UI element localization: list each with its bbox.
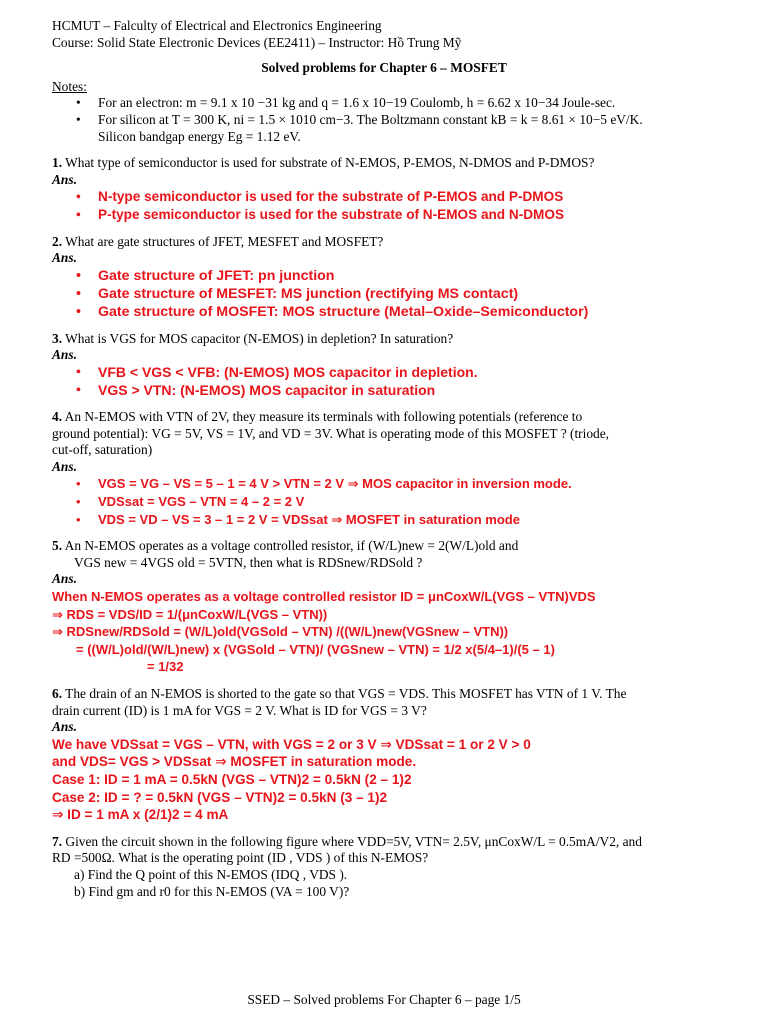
answer-item: • Gate structure of JFET: pn junction	[52, 267, 716, 285]
answer-item: • VGS > VTN: (N-EMOS) MOS capacitor in saturation	[52, 382, 716, 400]
question-text: cut-off, saturation)	[52, 442, 153, 458]
answer-item: • VDSsat = VGS – VTN = 4 – 2 = 2 V	[52, 493, 716, 511]
answer-label: Ans.	[52, 458, 77, 474]
answer-label: Ans.	[52, 719, 77, 735]
header-line-2: Course: Solid State Electronic Devices (EE2411) – Instructor: Hồ Trung Mỹ	[52, 34, 462, 50]
question-4	[52, 409, 716, 459]
answer-block-5	[52, 588, 716, 676]
question-text: The drain of an N-EMOS is shorted to the gate so that VGS = VDS. This MOSFET has VTN of 1 V. The	[65, 686, 627, 701]
answer-item: • N-type semiconductor is used for the substrate of P-EMOS and P-DMOS	[52, 188, 716, 206]
answer-label: Ans.	[52, 171, 77, 187]
answer-list-3	[52, 364, 716, 399]
note-item-electron: • For an electron: m = 9.1 x 10 −31 kg and q = 1.6 x 10−19 Coulomb, h = 6.62 x 10−34 Joule-sec.	[52, 95, 716, 112]
answer-item: • VDS = VD – VS = 3 – 1 = 2 V = VDSsat ⇒ MOSFET in saturation mode	[52, 511, 716, 529]
answer-list-4	[52, 475, 716, 528]
note-item-bandgap: Silicon bandgap energy Eg = 1.12 eV.	[98, 128, 301, 144]
question-text: Given the circuit shown in the following figure where VDD=5V, VTN= 2.5V, μnCoxW/L = 0.5mA/V2, and	[65, 833, 642, 849]
page-title: Solved problems for Chapter 6 – MOSFET	[261, 60, 507, 76]
answer-line: = 1/32	[147, 659, 184, 675]
answer-list-1	[52, 188, 716, 223]
question-5	[52, 538, 716, 571]
answer-line: Case 2: ID = ? = 0.5kN (VGS – VTN)2 = 0.5kN (3 – 1)2	[52, 789, 388, 805]
question-7	[52, 834, 716, 900]
answer-item: • VFB < VGS < VFB: (N-EMOS) MOS capacitor in depletion.	[52, 364, 716, 382]
answer-line: Case 1: ID = 1 mA = 0.5kN (VGS – VTN)2 = 0.5kN (2 – 1)2	[52, 771, 412, 787]
notes-label: Notes:	[52, 78, 87, 94]
question-number: 1.	[52, 155, 63, 171]
answer-line: When N-EMOS operates as a voltage controlled resistor ID = μnCoxW/L(VGS – VTN)VDS	[52, 589, 596, 605]
question-number: 3.	[52, 330, 63, 346]
answer-item: • Gate structure of MESFET: MS junction (rectifying MS contact)	[52, 285, 716, 303]
question-6	[52, 686, 716, 719]
answer-line: ⇒ RDSnew/RDSold = (W/L)old(VGSold – VTN) /((W/L)new(VGSnew – VTN))	[52, 624, 509, 640]
question-text: ground potential): VG = 5V, VS = 1V, and VD = 3V. What is operating mode of this MOSFET ? (triode,	[52, 425, 610, 441]
answer-line: and VDS= VGS > VDSsat ⇒ MOSFET in saturation mode.	[52, 754, 417, 770]
answer-item: • Gate structure of MOSFET: MOS structure (Metal–Oxide–Semiconductor)	[52, 303, 716, 321]
answer-label: Ans.	[52, 571, 77, 587]
page-footer: SSED – Solved problems For Chapter 6 – page 1/5	[247, 992, 521, 1007]
notes-list	[52, 95, 716, 145]
answer-label: Ans.	[52, 347, 77, 363]
answer-line: ⇒ RDS = VDS/ID = 1/(μnCoxW/L(VGS – VTN))	[52, 606, 328, 622]
question-1	[52, 155, 716, 172]
question-number: 5.	[52, 538, 63, 554]
question-3	[52, 331, 716, 348]
answer-block-6	[52, 736, 716, 824]
answer-item: • P-type semiconductor is used for the substrate of N-EMOS and N-DMOS	[52, 206, 716, 224]
question-number: 7.	[52, 833, 63, 849]
question-number: 6.	[52, 686, 63, 701]
question-number: 2.	[52, 233, 63, 249]
question-text: What type of semiconductor is used for substrate of N-EMOS, P-EMOS, N-DMOS and P-DMOS?	[65, 155, 595, 171]
answer-line: = ((W/L)old/(W/L)new) x (VGSold – VTN)/ (VGSnew – VTN) = 1/2 x(5/4–1)/(5 – 1)	[76, 641, 555, 657]
answer-item: • VGS = VG – VS = 5 – 1 = 4 V > VTN = 2 V ⇒ MOS capacitor in inversion mode.	[52, 475, 716, 493]
question-text: drain current (ID) is 1 mA for VGS = 2 V. What is ID for VGS = 3 V?	[52, 702, 427, 718]
answer-line: ⇒ ID = 1 mA x (2/1)2 = 4 mA	[52, 807, 229, 823]
question-text: An N-EMOS operates as a voltage controlled resistor, if (W/L)new = 2(W/L)old and	[64, 538, 519, 554]
answer-label: Ans.	[52, 250, 77, 266]
answer-line: We have VDSsat = VGS – VTN, with VGS = 2 or 3 V ⇒ VDSsat = 1 or 2 V > 0	[52, 736, 531, 752]
question-number: 4.	[52, 409, 63, 425]
answer-list-2	[52, 267, 716, 321]
question-text: What is VGS for MOS capacitor (N-EMOS) in depletion? In saturation?	[65, 330, 454, 346]
note-item-silicon: • For silicon at T = 300 K, ni = 1.5 × 1010 cm−3. The Boltzmann constant kB = k = 8.61 × 10−5 eV/K.	[52, 112, 716, 129]
question-text: RD =500Ω. What is the operating point (ID , VDS ) of this N-EMOS?	[52, 850, 429, 866]
question-text: VGS new = 4VGS old = 5VTN, then what is RDSnew/RDSold ?	[74, 554, 423, 570]
question-subitem-a: a) Find the Q point of this N-EMOS (IDQ , VDS ).	[74, 866, 348, 882]
header-line-1: HCMUT – Falculty of Electrical and Electronics Engineering	[52, 18, 382, 33]
question-text: What are gate structures of JFET, MESFET and MOSFET?	[65, 233, 384, 249]
question-2	[52, 234, 716, 251]
question-text: An N-EMOS with VTN of 2V, they measure its terminals with following potentials (reference to	[64, 409, 583, 425]
question-subitem-b: b) Find gm and r0 for this N-EMOS (VA = 100 V)?	[74, 883, 350, 899]
